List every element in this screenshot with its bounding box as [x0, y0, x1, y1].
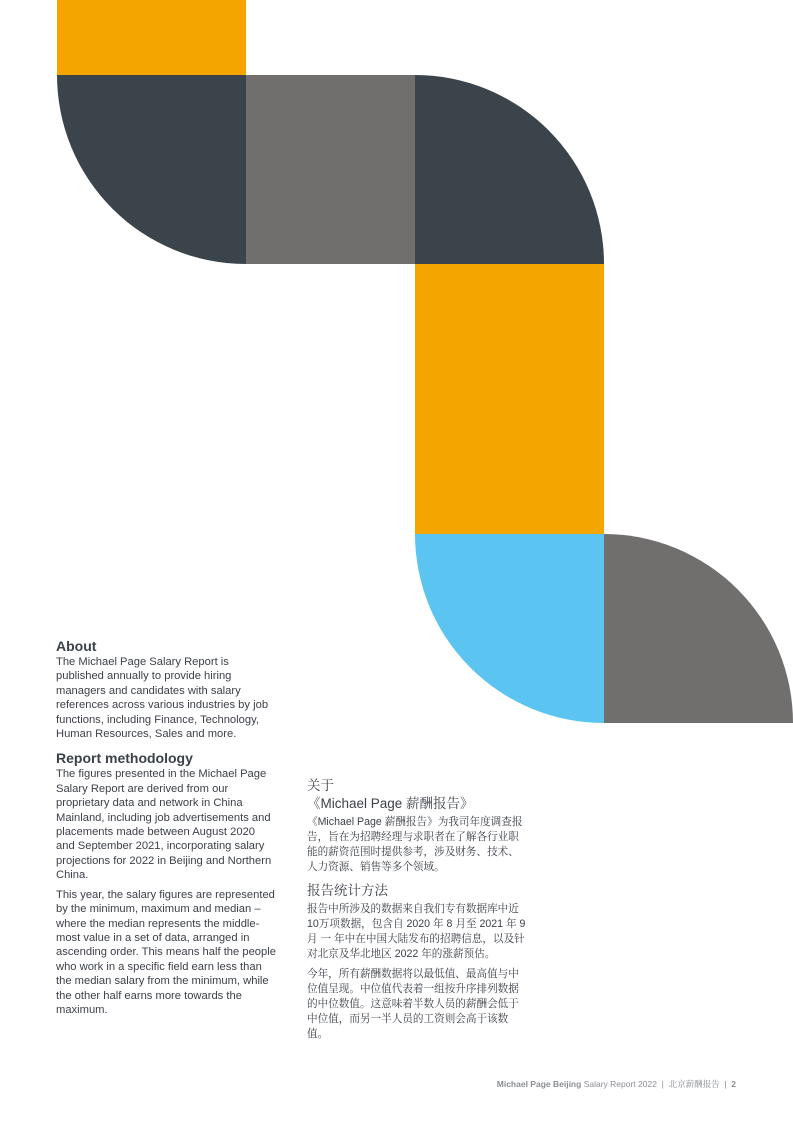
english-column [56, 637, 276, 1017]
methodology-zh-heading: 报告统计方法 [307, 883, 388, 898]
methodology-zh-paragraph-1: 报告中所涉及的数据来自我们专有数据库中近10万项数据，包含自 2020 年 8 月至 2021 年 9 月 一 年中在中国大陆发布的招聘信息，以及针对北京及华北地区 2022 年的涨薪预估。 [307, 903, 526, 960]
about-body: The Michael Page Salary Report is published annually to provide hiring managers and candidates with salary references across various industries by job functions, including Finance, Technology, Human Resources, Sales and more. [56, 656, 269, 741]
dark-quarter-circle-right [415, 75, 604, 264]
methodology-heading: Report methodology [56, 750, 193, 767]
footer-zh-title: 北京薪酬报告 [668, 1079, 720, 1089]
about-zh-heading-line1: 关于 [307, 778, 334, 793]
page-number: 2 [731, 1079, 736, 1089]
orange-block-top [57, 0, 246, 75]
dark-quarter-circle-left [57, 75, 246, 264]
methodology-zh-paragraph-2: 今年，所有薪酬数据将以最低值、最高值与中位值呈现。中位值代表着一组按升序排列数据的中位数值。这意味着半数人员的薪酬会低于中位值，而另一半人员的工资则会高于该数值。 [307, 968, 519, 1040]
footer-separator-2: | [719, 1079, 732, 1089]
orange-block-vertical [415, 264, 604, 534]
methodology-paragraph-1: The figures presented in the Michael Page Salary Report are derived from our proprietary data and network in China Mainland, including job advertisements and placements made between August 2020 and September 2021, incorporating salary projections for 2022 in Beijing and Northern China. [56, 768, 272, 882]
about-heading: About [56, 638, 97, 654]
about-zh-heading [307, 777, 529, 813]
footer-separator-1: | [656, 1079, 669, 1089]
chinese-column [307, 777, 529, 1042]
footer-brand: Michael Page Beijing [496, 1079, 582, 1089]
about-zh-heading-line2: 《Michael Page 薪酬报告》 [307, 796, 474, 811]
about-zh-body: 《Michael Page 薪酬报告》为我司年度调查报告，旨在为招聘经理与求职者在了解各行业职能的薪资范围时提供参考，涉及财务、技术、人力资源、销售等多个领域。 [307, 816, 523, 873]
methodology-paragraph-2: This year, the salary figures are represented by the minimum, maximum and median – where the median represents the middle-most value in a set of data, arranged in ascending order. This means half the people who work in a specific field earn less than the median salary from the minimum, while the other half earns more towards the maximum. [56, 888, 276, 1016]
gray-square-middle [246, 75, 415, 264]
footer-title: Salary Report 2022 [581, 1079, 657, 1089]
page-footer [497, 1078, 736, 1090]
blue-quarter-circle [415, 534, 604, 723]
gray-quarter-circle [604, 534, 793, 723]
